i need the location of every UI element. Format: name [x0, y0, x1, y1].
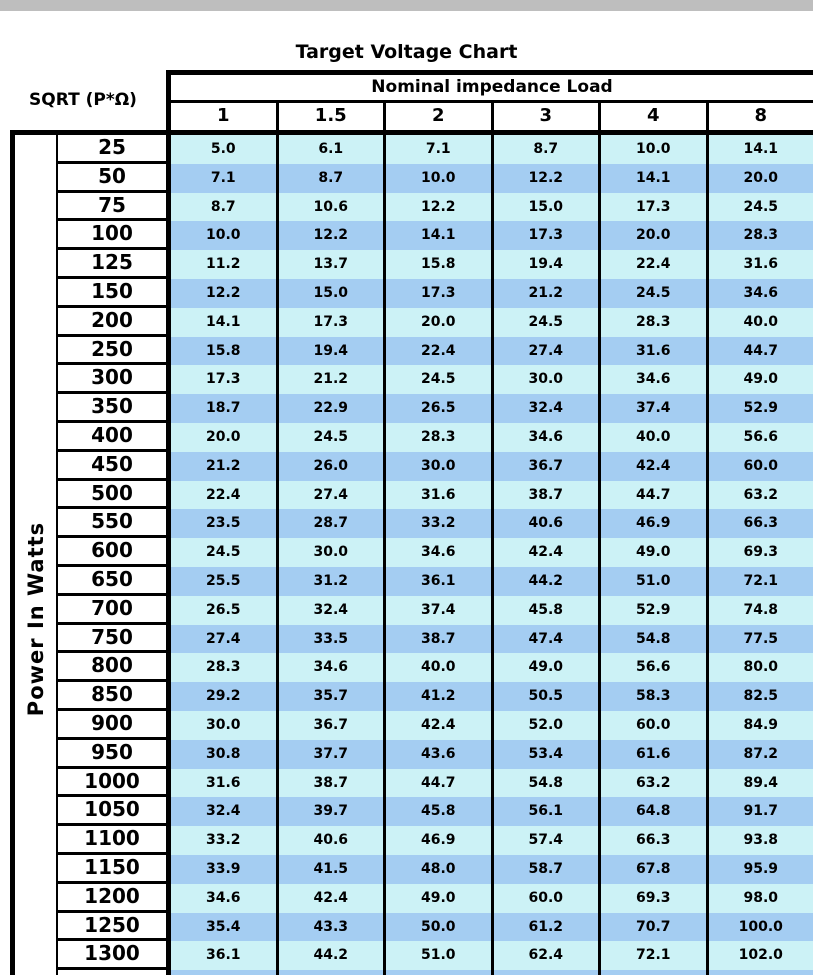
table-row	[58, 538, 813, 567]
table-row	[58, 682, 813, 711]
impedance-header-1p5: 1.5	[279, 103, 387, 130]
voltage-cells	[166, 711, 813, 740]
table-row	[58, 769, 813, 798]
watts-cell: 650	[58, 567, 166, 596]
table-row	[58, 221, 813, 250]
voltage-cell: 43.3	[279, 913, 387, 942]
voltage-cell: 39.7	[279, 797, 387, 826]
voltage-cell: 15.0	[279, 279, 387, 308]
voltage-cells	[166, 279, 813, 308]
voltage-cell: 23.5	[171, 509, 279, 538]
voltage-cell: 46.9	[386, 826, 494, 855]
voltage-cells	[166, 250, 813, 279]
voltage-cell: 38.7	[494, 481, 602, 510]
voltage-cell: 49.0	[601, 538, 709, 567]
voltage-cell: 74.8	[709, 596, 813, 625]
voltage-cell: 34.6	[279, 653, 387, 682]
watts-cell: 100	[58, 221, 166, 250]
impedance-group-label: Nominal impedance Load	[171, 75, 813, 103]
watts-cell	[58, 970, 166, 975]
voltage-cell: 37.4	[601, 394, 709, 423]
voltage-cell: 19.4	[279, 337, 387, 366]
voltage-cell: 22.4	[386, 337, 494, 366]
table-row	[58, 653, 813, 682]
voltage-cell: 40.6	[494, 509, 602, 538]
voltage-cells	[166, 913, 813, 942]
watts-cell: 1000	[58, 769, 166, 798]
voltage-cell: 52.9	[601, 596, 709, 625]
voltage-cell: 49.0	[494, 653, 602, 682]
voltage-cell: 24.5	[709, 193, 813, 222]
voltage-cell: 102.0	[709, 941, 813, 970]
voltage-cell: 10.0	[386, 164, 494, 193]
voltage-cell: 28.3	[709, 221, 813, 250]
voltage-cell: 17.3	[386, 279, 494, 308]
voltage-cell: 34.6	[709, 279, 813, 308]
voltage-cells	[166, 423, 813, 452]
voltage-cell: 12.2	[494, 164, 602, 193]
voltage-cell: 63.2	[709, 481, 813, 510]
watts-cell: 150	[58, 279, 166, 308]
table-row	[58, 826, 813, 855]
watts-cell: 600	[58, 538, 166, 567]
voltage-cells	[166, 221, 813, 250]
voltage-cell: 54.8	[494, 769, 602, 798]
voltage-cell: 38.7	[279, 769, 387, 798]
voltage-cell: 24.5	[601, 279, 709, 308]
voltage-cells	[166, 394, 813, 423]
sqrt-formula-label: SQRT (P*Ω)	[29, 90, 137, 110]
impedance-header-4: 4	[601, 103, 709, 130]
watts-cell: 1200	[58, 884, 166, 913]
table-row	[58, 596, 813, 625]
voltage-cell: 31.6	[386, 481, 494, 510]
voltage-cell: 41.5	[279, 855, 387, 884]
voltage-cell	[171, 970, 279, 975]
voltage-cell: 64.8	[601, 797, 709, 826]
voltage-cell: 24.5	[386, 365, 494, 394]
voltage-cell: 29.2	[171, 682, 279, 711]
voltage-cell: 40.0	[386, 653, 494, 682]
watts-cell: 500	[58, 481, 166, 510]
impedance-column-headers	[171, 103, 813, 130]
voltage-cell: 36.7	[279, 711, 387, 740]
watts-cell: 400	[58, 423, 166, 452]
voltage-cell: 24.5	[494, 308, 602, 337]
voltage-cell: 44.2	[279, 941, 387, 970]
voltage-cell: 44.2	[494, 567, 602, 596]
voltage-cell: 61.2	[494, 913, 602, 942]
table-rows	[58, 135, 813, 975]
voltage-cell: 56.1	[494, 797, 602, 826]
watts-cell: 550	[58, 509, 166, 538]
voltage-cell: 19.4	[494, 250, 602, 279]
voltage-cell: 42.4	[279, 884, 387, 913]
voltage-cell: 60.0	[494, 884, 602, 913]
voltage-cell: 26.5	[171, 596, 279, 625]
voltage-cell	[709, 970, 813, 975]
watts-cell: 1050	[58, 797, 166, 826]
voltage-cell: 27.4	[171, 625, 279, 654]
watts-cell: 900	[58, 711, 166, 740]
voltage-cell: 20.0	[171, 423, 279, 452]
voltage-cell: 87.2	[709, 740, 813, 769]
table-row	[58, 365, 813, 394]
voltage-cell: 6.1	[279, 135, 387, 164]
voltage-cell: 40.0	[601, 423, 709, 452]
voltage-cell: 7.1	[171, 164, 279, 193]
voltage-cell: 12.2	[386, 193, 494, 222]
voltage-cell: 40.6	[279, 826, 387, 855]
voltage-cell: 34.6	[386, 538, 494, 567]
watts-cell: 1300	[58, 941, 166, 970]
voltage-cell: 13.7	[279, 250, 387, 279]
voltage-cell: 42.4	[386, 711, 494, 740]
voltage-cell: 69.3	[709, 538, 813, 567]
voltage-cell: 10.6	[279, 193, 387, 222]
voltage-cell: 98.0	[709, 884, 813, 913]
voltage-cell: 30.0	[279, 538, 387, 567]
voltage-cell: 45.8	[494, 596, 602, 625]
voltage-cell: 31.6	[601, 337, 709, 366]
voltage-cells	[166, 337, 813, 366]
voltage-cell: 93.8	[709, 826, 813, 855]
voltage-cells	[166, 884, 813, 913]
voltage-cell: 45.8	[386, 797, 494, 826]
voltage-cell: 31.6	[709, 250, 813, 279]
table-row	[58, 193, 813, 222]
voltage-cell: 51.0	[386, 941, 494, 970]
voltage-cell: 84.9	[709, 711, 813, 740]
voltage-cell: 70.7	[601, 913, 709, 942]
voltage-cells	[166, 653, 813, 682]
voltage-cell: 35.4	[171, 913, 279, 942]
table-row	[58, 308, 813, 337]
voltage-cell: 20.0	[601, 221, 709, 250]
voltage-cell: 89.4	[709, 769, 813, 798]
voltage-cells	[166, 740, 813, 769]
voltage-cell: 47.4	[494, 625, 602, 654]
voltage-cell: 11.2	[171, 250, 279, 279]
watts-cell: 200	[58, 308, 166, 337]
voltage-cell: 77.5	[709, 625, 813, 654]
voltage-cell: 53.4	[494, 740, 602, 769]
row-axis-label: Power In Watts	[23, 521, 48, 716]
watts-cell: 75	[58, 193, 166, 222]
voltage-cells	[166, 596, 813, 625]
voltage-cell: 22.4	[601, 250, 709, 279]
voltage-cell: 12.2	[279, 221, 387, 250]
voltage-cell: 34.6	[171, 884, 279, 913]
voltage-cell: 42.4	[601, 452, 709, 481]
voltage-cell: 52.9	[709, 394, 813, 423]
impedance-header-3: 3	[494, 103, 602, 130]
voltage-cell: 31.6	[171, 769, 279, 798]
watts-cell: 800	[58, 653, 166, 682]
voltage-cell: 49.0	[386, 884, 494, 913]
voltage-cell: 28.3	[386, 423, 494, 452]
table-row	[58, 337, 813, 366]
watts-cell: 1100	[58, 826, 166, 855]
table-row	[58, 250, 813, 279]
voltage-cell: 60.0	[601, 711, 709, 740]
table-row	[58, 394, 813, 423]
top-bar	[0, 0, 813, 11]
voltage-cell: 56.6	[709, 423, 813, 452]
voltage-cell: 57.4	[494, 826, 602, 855]
voltage-cell: 26.5	[386, 394, 494, 423]
voltage-cell: 18.7	[171, 394, 279, 423]
voltage-cell: 28.3	[171, 653, 279, 682]
voltage-cell: 17.3	[494, 221, 602, 250]
voltage-cell: 17.3	[279, 308, 387, 337]
voltage-cells	[166, 135, 813, 164]
voltage-cells	[166, 826, 813, 855]
table-row	[58, 423, 813, 452]
voltage-cell: 43.6	[386, 740, 494, 769]
voltage-cell: 5.0	[171, 135, 279, 164]
table-row	[58, 279, 813, 308]
voltage-cell: 52.0	[494, 711, 602, 740]
voltage-cells	[166, 797, 813, 826]
table-body	[10, 130, 813, 975]
voltage-cell: 27.4	[279, 481, 387, 510]
voltage-cell: 51.0	[601, 567, 709, 596]
voltage-cell: 46.9	[601, 509, 709, 538]
table-row	[58, 509, 813, 538]
voltage-cell: 72.1	[709, 567, 813, 596]
voltage-cell: 30.0	[171, 711, 279, 740]
voltage-cell: 14.1	[386, 221, 494, 250]
voltage-cell: 91.7	[709, 797, 813, 826]
table-row	[58, 797, 813, 826]
voltage-cell: 35.7	[279, 682, 387, 711]
voltage-cell: 32.4	[279, 596, 387, 625]
table-row	[58, 481, 813, 510]
watts-cell: 350	[58, 394, 166, 423]
voltage-cell: 20.0	[709, 164, 813, 193]
voltage-cell: 10.0	[601, 135, 709, 164]
voltage-cell: 30.0	[386, 452, 494, 481]
voltage-cell: 24.5	[171, 538, 279, 567]
watts-cell: 25	[58, 135, 166, 164]
impedance-header-2: 2	[386, 103, 494, 130]
voltage-cell: 8.7	[279, 164, 387, 193]
voltage-cell: 10.0	[171, 221, 279, 250]
voltage-cell: 21.2	[279, 365, 387, 394]
voltage-cell: 61.6	[601, 740, 709, 769]
voltage-cells	[166, 941, 813, 970]
voltage-cell	[494, 970, 602, 975]
voltage-cell: 37.7	[279, 740, 387, 769]
voltage-cell: 66.3	[601, 826, 709, 855]
voltage-cell: 38.7	[386, 625, 494, 654]
voltage-cell: 7.1	[386, 135, 494, 164]
voltage-cell: 41.2	[386, 682, 494, 711]
voltage-cell: 66.3	[709, 509, 813, 538]
voltage-cell: 22.9	[279, 394, 387, 423]
watts-cell: 850	[58, 682, 166, 711]
voltage-cell: 63.2	[601, 769, 709, 798]
voltage-cell: 14.1	[601, 164, 709, 193]
voltage-cell: 50.0	[386, 913, 494, 942]
watts-cell: 125	[58, 250, 166, 279]
voltage-cell: 62.4	[494, 941, 602, 970]
voltage-cell: 67.8	[601, 855, 709, 884]
voltage-cell: 24.5	[279, 423, 387, 452]
voltage-cell: 14.1	[709, 135, 813, 164]
watts-cell: 700	[58, 596, 166, 625]
voltage-cell: 95.9	[709, 855, 813, 884]
voltage-cell: 80.0	[709, 653, 813, 682]
voltage-cell: 25.5	[171, 567, 279, 596]
table-row	[58, 855, 813, 884]
voltage-cell: 36.1	[171, 941, 279, 970]
voltage-cells	[166, 855, 813, 884]
impedance-header-1: 1	[171, 103, 279, 130]
voltage-cells	[166, 365, 813, 394]
voltage-cell: 26.0	[279, 452, 387, 481]
table-row	[58, 913, 813, 942]
voltage-cell: 36.1	[386, 567, 494, 596]
voltage-cell: 44.7	[709, 337, 813, 366]
voltage-cell: 54.8	[601, 625, 709, 654]
voltage-cell: 49.0	[709, 365, 813, 394]
voltage-cell: 15.8	[171, 337, 279, 366]
voltage-cell: 33.5	[279, 625, 387, 654]
watts-cell: 1150	[58, 855, 166, 884]
voltage-cells	[166, 308, 813, 337]
voltage-cell: 22.4	[171, 481, 279, 510]
voltage-cells	[166, 538, 813, 567]
voltage-cells	[166, 193, 813, 222]
voltage-cell: 82.5	[709, 682, 813, 711]
table-row-partial	[58, 970, 813, 975]
voltage-cells	[166, 970, 813, 975]
voltage-cells	[166, 452, 813, 481]
watts-cell: 50	[58, 164, 166, 193]
voltage-cell: 32.4	[494, 394, 602, 423]
watts-cell: 450	[58, 452, 166, 481]
voltage-cells	[166, 625, 813, 654]
table-row	[58, 135, 813, 164]
table-row	[58, 625, 813, 654]
voltage-cells	[166, 567, 813, 596]
voltage-cell: 28.3	[601, 308, 709, 337]
voltage-cell: 17.3	[601, 193, 709, 222]
watts-cell: 750	[58, 625, 166, 654]
table-row	[58, 711, 813, 740]
table-row	[58, 567, 813, 596]
table-row	[58, 452, 813, 481]
impedance-header-8: 8	[754, 105, 768, 126]
voltage-cell: 44.7	[601, 481, 709, 510]
voltage-cell: 58.3	[601, 682, 709, 711]
table-row	[58, 884, 813, 913]
voltage-cell: 20.0	[386, 308, 494, 337]
voltage-cell: 33.2	[171, 826, 279, 855]
voltage-cell	[386, 970, 494, 975]
voltage-cell: 58.7	[494, 855, 602, 884]
voltage-cell: 48.0	[386, 855, 494, 884]
voltage-cell: 36.7	[494, 452, 602, 481]
table-row	[58, 164, 813, 193]
voltage-cell: 42.4	[494, 538, 602, 567]
voltage-cells	[166, 481, 813, 510]
voltage-cell: 8.7	[171, 193, 279, 222]
voltage-cell: 31.2	[279, 567, 387, 596]
voltage-cell: 12.2	[171, 279, 279, 308]
voltage-cells	[166, 769, 813, 798]
watts-cell: 1250	[58, 913, 166, 942]
voltage-cell: 50.5	[494, 682, 602, 711]
voltage-cell: 32.4	[171, 797, 279, 826]
voltage-cell: 27.4	[494, 337, 602, 366]
voltage-cell	[601, 970, 709, 975]
column-header-group	[166, 70, 813, 130]
voltage-cells	[166, 164, 813, 193]
voltage-cell: 72.1	[601, 941, 709, 970]
voltage-cell: 69.3	[601, 884, 709, 913]
voltage-cell: 44.7	[386, 769, 494, 798]
voltage-cell: 33.9	[171, 855, 279, 884]
voltage-cell: 17.3	[171, 365, 279, 394]
voltage-cell: 33.2	[386, 509, 494, 538]
voltage-cell: 34.6	[494, 423, 602, 452]
voltage-cell: 30.8	[171, 740, 279, 769]
table-row	[58, 941, 813, 970]
voltage-cell: 28.7	[279, 509, 387, 538]
page-title: Target Voltage Chart	[295, 41, 518, 63]
voltage-cell: 40.0	[709, 308, 813, 337]
voltage-cell: 30.0	[494, 365, 602, 394]
voltage-cell: 15.0	[494, 193, 602, 222]
voltage-cells	[166, 682, 813, 711]
row-axis-column	[15, 135, 58, 975]
voltage-cell: 14.1	[171, 308, 279, 337]
voltage-cell: 56.6	[601, 653, 709, 682]
watts-cell: 300	[58, 365, 166, 394]
voltage-cell: 100.0	[709, 913, 813, 942]
voltage-cells	[166, 509, 813, 538]
voltage-cell: 37.4	[386, 596, 494, 625]
voltage-cell: 34.6	[601, 365, 709, 394]
voltage-cell: 8.7	[494, 135, 602, 164]
voltage-cell: 21.2	[494, 279, 602, 308]
voltage-cell	[279, 970, 387, 975]
voltage-cell: 60.0	[709, 452, 813, 481]
voltage-cell: 15.8	[386, 250, 494, 279]
watts-cell: 950	[58, 740, 166, 769]
watts-cell: 250	[58, 337, 166, 366]
table-row	[58, 740, 813, 769]
voltage-cell: 21.2	[171, 452, 279, 481]
